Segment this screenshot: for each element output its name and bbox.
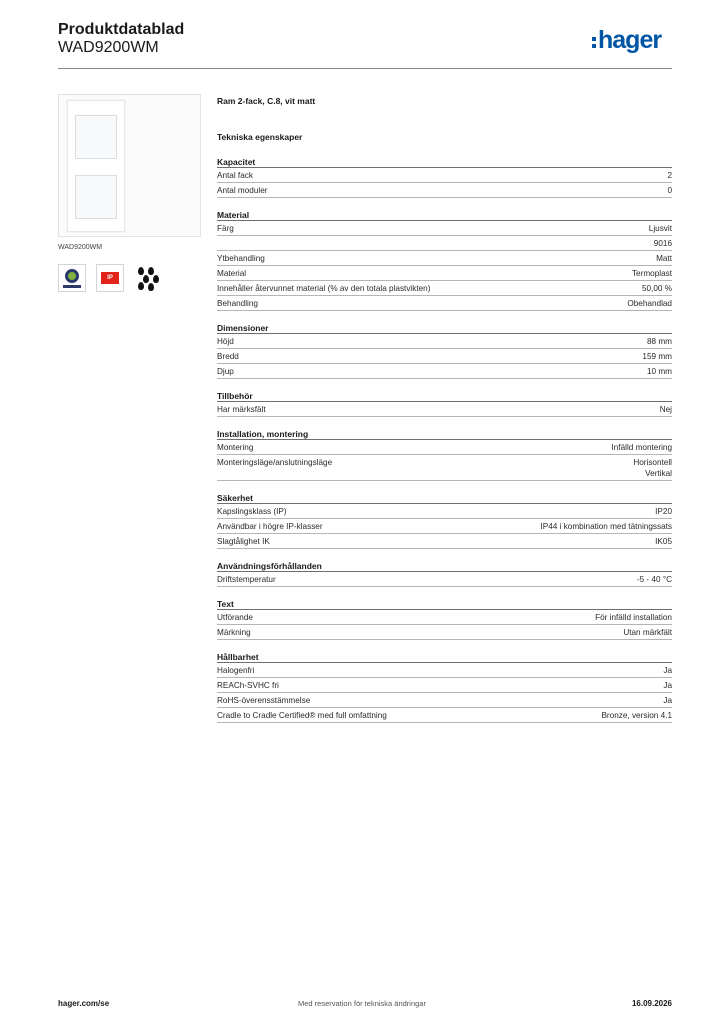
- spec-label: Monteringsläge/anslutningsläge: [217, 458, 333, 467]
- spec-value: [655, 506, 672, 517]
- spec-value-line: 50,00 %: [641, 284, 672, 293]
- spec-value-line: IP20: [655, 507, 672, 516]
- specification-sections: [217, 156, 672, 723]
- spec-value-line: 2: [667, 171, 672, 180]
- section-title: Dimensioner: [217, 322, 672, 334]
- footer-date: 16.09.2026: [631, 999, 672, 1008]
- spec-label: Halogenfri: [217, 666, 255, 675]
- spec-label: Höjd: [217, 337, 234, 346]
- water-drops-icon: [134, 264, 162, 292]
- spec-label: RoHS-överensstämmelse: [217, 696, 311, 705]
- section-title: Kapacitet: [217, 156, 672, 168]
- spec-label: Bredd: [217, 352, 239, 361]
- spec-label: Antal fack: [217, 171, 253, 180]
- spec-value-line: 10 mm: [646, 367, 672, 376]
- spec-label: Behandling: [217, 299, 258, 308]
- spec-value-line: För infälld installation: [595, 613, 672, 622]
- section-title: Material: [217, 209, 672, 221]
- ip-rating-icon: [96, 264, 124, 292]
- spec-row: [217, 519, 672, 534]
- spec-row: [217, 168, 672, 183]
- footer-website: hager.com/se: [58, 999, 110, 1008]
- spec-value: [663, 680, 672, 691]
- spec-label: Kapslingsklass (IP): [217, 507, 287, 516]
- spec-label: Cradle to Cradle Certified® med full omfattning: [217, 711, 387, 720]
- spec-value: [647, 366, 672, 377]
- spec-value-line: 88 mm: [646, 337, 672, 346]
- section-title: Installation, montering: [217, 428, 672, 440]
- spec-value: [663, 665, 672, 676]
- spec-value-line: Ja: [663, 666, 672, 675]
- spec-row: [217, 221, 672, 236]
- technical-properties-heading: Tekniska egenskaper: [217, 132, 303, 142]
- spec-label: Utförande: [217, 613, 253, 622]
- spec-label: Färg: [217, 224, 234, 233]
- spec-value: [663, 695, 672, 706]
- footer-disclaimer: Med reservation för tekniska ändringar: [298, 999, 426, 1008]
- spec-row: [217, 334, 672, 349]
- spec-value-line: 159 mm: [642, 352, 672, 361]
- spec-label: Märkning: [217, 628, 251, 637]
- spec-section: [217, 560, 672, 587]
- frame-illustration: [67, 100, 125, 232]
- spec-value: [540, 521, 672, 532]
- spec-row: [217, 266, 672, 281]
- spec-row: [217, 236, 672, 251]
- spec-label: Montering: [217, 443, 254, 452]
- spec-value: [627, 298, 672, 309]
- spec-row: [217, 572, 672, 587]
- spec-section: [217, 651, 672, 723]
- spec-value-line: 0: [667, 186, 672, 195]
- certification-icons: [58, 264, 162, 292]
- section-title: Text: [217, 598, 672, 610]
- spec-row: [217, 402, 672, 417]
- spec-value-line: -5 - 40 °C: [636, 575, 672, 584]
- spec-value: [667, 170, 672, 181]
- section-title: Säkerhet: [217, 492, 672, 504]
- spec-value: [601, 710, 672, 721]
- spec-value-line: Vertikal: [645, 469, 672, 478]
- spec-value-line: Ja: [663, 681, 672, 690]
- spec-row: [217, 625, 672, 640]
- section-title: Tillbehör: [217, 390, 672, 402]
- spec-value: [654, 238, 672, 249]
- spec-value-line: IP44 i kombination med tätningssats: [540, 522, 672, 531]
- product-image: [58, 94, 201, 237]
- spec-value-line: IK05: [655, 537, 672, 546]
- spec-value: [623, 627, 672, 638]
- spec-value: [633, 457, 672, 479]
- spec-value-line: Bronze, version 4.1: [601, 711, 672, 720]
- document-title: Produktdatablad: [58, 21, 185, 38]
- spec-label: Ytbehandling: [217, 254, 265, 263]
- spec-row: [217, 281, 672, 296]
- spec-row: [217, 693, 672, 708]
- spec-row: [217, 455, 672, 481]
- spec-row: [217, 251, 672, 266]
- spec-value: [647, 336, 672, 347]
- spec-value: [632, 268, 672, 279]
- spec-value: [637, 574, 672, 585]
- spec-row: [217, 534, 672, 549]
- spec-value: [611, 442, 672, 453]
- specification-content: [217, 96, 672, 723]
- logo-text: hager: [598, 26, 662, 54]
- spec-value-line: Ja: [663, 696, 672, 705]
- spec-section: [217, 492, 672, 549]
- section-title: Användningsförhållanden: [217, 560, 672, 572]
- spec-value: [656, 253, 672, 264]
- spec-value-line: Infälld montering: [611, 443, 672, 452]
- spec-label: Djup: [217, 367, 234, 376]
- frame-opening-bottom: [75, 175, 117, 219]
- section-title: Hållbarhet: [217, 651, 672, 663]
- spec-value: [595, 612, 672, 623]
- header-divider: [58, 68, 672, 69]
- image-caption: WAD9200WM: [58, 244, 103, 251]
- spec-label: Antal moduler: [217, 186, 268, 195]
- spec-label: Material: [217, 269, 247, 278]
- spec-section: [217, 156, 672, 198]
- spec-value: [660, 404, 672, 415]
- spec-row: [217, 183, 672, 198]
- spec-row: [217, 708, 672, 723]
- spec-row: [217, 504, 672, 519]
- spec-value-line: Termoplast: [631, 269, 672, 278]
- spec-value-line: 9016: [653, 239, 672, 248]
- spec-label: REACh-SVHC fri: [217, 681, 279, 690]
- spec-value-line: Ljusvit: [648, 224, 672, 233]
- logo-dots-icon: [592, 37, 596, 48]
- spec-value: [655, 536, 672, 547]
- spec-value: [667, 185, 672, 196]
- spec-value: [642, 351, 672, 362]
- spec-row: [217, 663, 672, 678]
- ip-badge: IP: [101, 272, 119, 284]
- spec-label: Har märksfält: [217, 405, 266, 414]
- frame-opening-top: [75, 115, 117, 159]
- hager-logo: [592, 28, 661, 53]
- spec-row: [217, 610, 672, 625]
- product-code: WAD9200WM: [58, 39, 159, 56]
- spec-value-line: Utan märkfält: [623, 628, 672, 637]
- spec-value: [642, 283, 672, 294]
- spec-value-line: Matt: [656, 254, 672, 263]
- spec-label: Slagtålighet IK: [217, 537, 270, 546]
- spec-row: [217, 364, 672, 379]
- spec-label: Innehåller återvunnet material (% av den totala plastvikten): [217, 284, 431, 293]
- spec-value-line: Horisontell: [633, 458, 672, 467]
- spec-section: [217, 209, 672, 311]
- product-name: Ram 2-fack, C.8, vit matt: [217, 96, 316, 106]
- spec-row: [217, 349, 672, 364]
- spec-section: [217, 322, 672, 379]
- cradle-to-cradle-certified-icon: [58, 264, 86, 292]
- spec-label: Användbar i högre IP-klasser: [217, 522, 323, 531]
- spec-section: [217, 428, 672, 481]
- spec-section: [217, 390, 672, 417]
- spec-value-line: Nej: [659, 405, 672, 414]
- spec-row: [217, 440, 672, 455]
- spec-value: [649, 223, 672, 234]
- spec-value-line: Obehandlad: [627, 299, 672, 308]
- spec-row: [217, 678, 672, 693]
- spec-row: [217, 296, 672, 311]
- spec-label: Driftstemperatur: [217, 575, 276, 584]
- spec-section: [217, 598, 672, 640]
